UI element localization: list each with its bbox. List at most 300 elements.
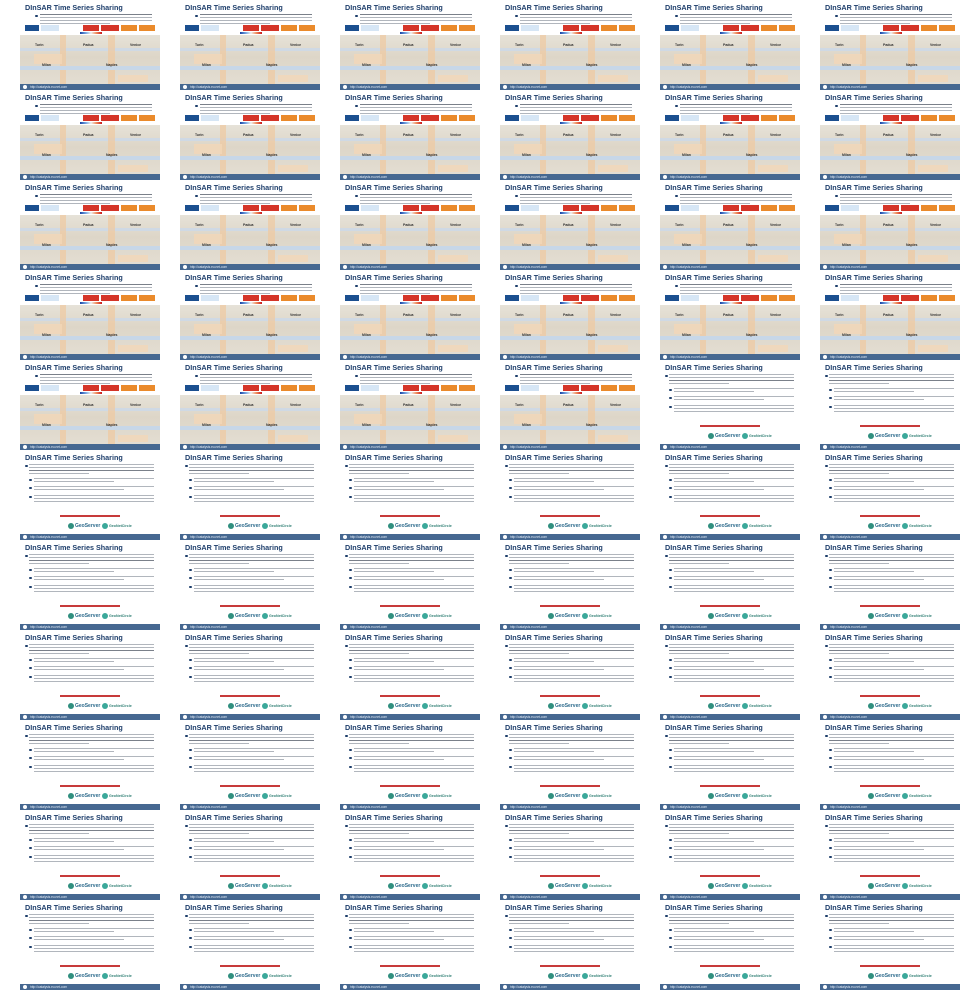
footer-url: http://catalysis.eu.net-com [190, 355, 228, 359]
slide-title: DInSAR Time Series Sharing [185, 183, 283, 192]
viewer-link[interactable] [540, 875, 600, 877]
link-strip[interactable] [345, 295, 475, 301]
footer-logo-icon [663, 175, 667, 179]
footer-logo-icon [663, 85, 667, 89]
viewer-link[interactable] [540, 965, 600, 967]
slide-title: DInSAR Time Series Sharing [25, 363, 123, 372]
geoserver-logo-icon [68, 613, 74, 619]
slide-thumbnail-map[interactable] [660, 91, 800, 180]
velocity-colorbar [560, 392, 582, 394]
slide-thumbnail-text[interactable] [660, 811, 800, 900]
slide-footer-bar [180, 84, 320, 90]
slide-title: DInSAR Time Series Sharing [185, 363, 283, 372]
map-label: Venice [130, 223, 142, 227]
geonetcircle-logo-text: GeoNetCircle [589, 793, 612, 798]
footer-logo-icon [663, 715, 667, 719]
map-label: Turin [355, 403, 364, 407]
slide-thumbnail-text[interactable] [500, 541, 640, 630]
deformation-map [20, 35, 160, 84]
viewer-link[interactable] [700, 785, 760, 787]
slide-thumbnail-map[interactable] [500, 361, 640, 450]
slide-thumbnail-map[interactable] [180, 91, 320, 180]
deformation-map [500, 395, 640, 444]
geonetcircle-logo-text: GeoNetCircle [909, 613, 932, 618]
link-strip[interactable] [825, 25, 955, 31]
viewer-link[interactable] [700, 695, 760, 697]
footer-url: http://catalysis.eu.net-com [510, 355, 548, 359]
slide-title: DInSAR Time Series Sharing [345, 183, 443, 192]
slide-title: DInSAR Time Series Sharing [25, 813, 123, 822]
geoserver-logo-icon [868, 703, 874, 709]
link-strip[interactable] [25, 25, 155, 31]
viewer-link[interactable] [380, 965, 440, 967]
slide-footer-bar [820, 804, 960, 810]
geoserver-logo-icon [388, 523, 394, 529]
slide-thumbnail-map[interactable] [820, 1, 960, 90]
slide-thumbnail-text[interactable] [820, 721, 960, 810]
map-label: Milan [42, 153, 51, 157]
slide-thumbnail-map[interactable] [340, 271, 480, 360]
slide-title: DInSAR Time Series Sharing [345, 363, 443, 372]
map-label: Naples [426, 333, 438, 337]
slide-title: DInSAR Time Series Sharing [185, 273, 283, 282]
map-label: Padua [403, 403, 414, 407]
slide-thumbnail-text[interactable] [340, 811, 480, 900]
link-strip[interactable] [25, 115, 155, 121]
slide-title: DInSAR Time Series Sharing [505, 93, 603, 102]
velocity-colorbar [880, 212, 902, 214]
map-label: Venice [450, 43, 462, 47]
slide-thumbnail-text[interactable] [660, 631, 800, 720]
map-label: Turin [515, 133, 524, 137]
slide-footer-bar [20, 174, 160, 180]
velocity-colorbar [80, 122, 102, 124]
geonetcircle-logo-text: GeoNetCircle [909, 793, 932, 798]
slide-thumbnail-text[interactable] [340, 721, 480, 810]
deformation-map [180, 395, 320, 444]
map-label: Venice [930, 313, 942, 317]
slide-thumbnail-text[interactable] [20, 811, 160, 900]
footer-url: http://catalysis.eu.net-com [670, 625, 708, 629]
link-strip[interactable] [665, 295, 795, 301]
map-label: Turin [35, 133, 44, 137]
geoserver-logo-icon [228, 703, 234, 709]
map-label: Padua [243, 43, 254, 47]
map-label: Turin [35, 43, 44, 47]
footer-url: http://catalysis.eu.net-com [30, 355, 68, 359]
geonetcircle-logo-icon [582, 883, 588, 889]
slide-footer-bar [660, 714, 800, 720]
slide-thumbnail-map[interactable] [820, 181, 960, 270]
slide-footer-bar [340, 804, 480, 810]
geonetcircle-logo-text: GeoNetCircle [269, 613, 292, 618]
footer-url: http://catalysis.eu.net-com [190, 985, 228, 989]
map-label: Turin [35, 313, 44, 317]
slide-footer-bar [340, 624, 480, 630]
slide-footer-bar [180, 264, 320, 270]
slide-thumbnail-text[interactable] [660, 541, 800, 630]
geoserver-logo-icon [68, 973, 74, 979]
slide-thumbnail-map[interactable] [20, 181, 160, 270]
link-strip[interactable] [25, 205, 155, 211]
viewer-link[interactable] [540, 515, 600, 517]
link-strip[interactable] [665, 115, 795, 121]
geonetcircle-logo-text: GeoNetCircle [429, 883, 452, 888]
map-label: Padua [723, 43, 734, 47]
slide-thumbnail-map[interactable] [20, 271, 160, 360]
geoserver-logo-text: GeoServer [715, 882, 741, 889]
geoserver-logo-text: GeoServer [395, 882, 421, 889]
viewer-link[interactable] [700, 605, 760, 607]
slide-thumbnail-text[interactable] [20, 541, 160, 630]
viewer-link[interactable] [700, 425, 760, 427]
viewer-link[interactable] [60, 515, 120, 517]
slide-title: DInSAR Time Series Sharing [185, 903, 283, 912]
slide-thumbnail-text[interactable] [340, 901, 480, 990]
velocity-colorbar [80, 392, 102, 394]
geoserver-logo-text: GeoServer [715, 612, 741, 619]
slide-title: DInSAR Time Series Sharing [505, 723, 603, 732]
slide-thumbnail-map[interactable] [340, 1, 480, 90]
slide-title: DInSAR Time Series Sharing [345, 903, 443, 912]
footer-url: http://catalysis.eu.net-com [30, 805, 68, 809]
geoserver-logo-text: GeoServer [715, 522, 741, 529]
map-label: Padua [83, 313, 94, 317]
viewer-link[interactable] [860, 425, 920, 427]
footer-url: http://catalysis.eu.net-com [830, 265, 868, 269]
velocity-colorbar [720, 122, 742, 124]
viewer-link[interactable] [540, 605, 600, 607]
viewer-link[interactable] [380, 875, 440, 877]
footer-url: http://catalysis.eu.net-com [190, 715, 228, 719]
slide-thumbnail-map[interactable] [660, 181, 800, 270]
viewer-link[interactable] [220, 515, 280, 517]
link-strip[interactable] [345, 205, 475, 211]
slide-thumbnail-text[interactable] [20, 631, 160, 720]
slide-thumbnail-text[interactable] [660, 721, 800, 810]
geoserver-logo-text: GeoServer [75, 522, 101, 529]
footer-logo-icon [183, 535, 187, 539]
geoserver-logo-text: GeoServer [715, 972, 741, 979]
slide-title: DInSAR Time Series Sharing [185, 723, 283, 732]
slide-thumbnail-text[interactable] [180, 811, 320, 900]
slide-thumbnail-text[interactable] [340, 451, 480, 540]
geoserver-logo-text: GeoServer [555, 792, 581, 799]
slide-thumbnail-text[interactable] [20, 901, 160, 990]
geonetcircle-logo-icon [742, 883, 748, 889]
link-strip[interactable] [505, 385, 635, 391]
link-strip[interactable] [25, 295, 155, 301]
slide-title: DInSAR Time Series Sharing [825, 183, 923, 192]
viewer-link[interactable] [60, 875, 120, 877]
slide-footer-bar [820, 714, 960, 720]
geoserver-logo-text: GeoServer [235, 792, 261, 799]
footer-logo-icon [343, 355, 347, 359]
footer-logo-icon [183, 355, 187, 359]
viewer-link[interactable] [700, 965, 760, 967]
slide-thumbnail-map[interactable] [820, 271, 960, 360]
viewer-link[interactable] [60, 605, 120, 607]
viewer-link[interactable] [380, 605, 440, 607]
geoserver-logo-text: GeoServer [395, 702, 421, 709]
viewer-link[interactable] [860, 695, 920, 697]
slide-title: DInSAR Time Series Sharing [25, 633, 123, 642]
slide-thumbnail-map[interactable] [20, 361, 160, 450]
map-label: Naples [746, 153, 758, 157]
slide-footer-bar [20, 84, 160, 90]
slide-thumbnail-text[interactable] [340, 541, 480, 630]
viewer-link[interactable] [220, 875, 280, 877]
slide-footer-bar [340, 714, 480, 720]
slide-footer-bar [500, 804, 640, 810]
footer-url: http://catalysis.eu.net-com [350, 715, 388, 719]
viewer-link[interactable] [860, 965, 920, 967]
geonetcircle-logo-text: GeoNetCircle [269, 973, 292, 978]
viewer-link[interactable] [860, 605, 920, 607]
slide-thumbnail-text[interactable] [180, 901, 320, 990]
slide-footer-bar [660, 354, 800, 360]
map-label: Milan [362, 423, 371, 427]
slide-thumbnail-text[interactable] [180, 451, 320, 540]
deformation-map [180, 305, 320, 354]
footer-url: http://catalysis.eu.net-com [670, 445, 708, 449]
slide-thumbnail-map[interactable] [500, 1, 640, 90]
geoserver-logo-text: GeoServer [555, 612, 581, 619]
slide-thumbnail-text[interactable] [500, 721, 640, 810]
slide-thumbnail-map[interactable] [660, 271, 800, 360]
footer-url: http://catalysis.eu.net-com [670, 535, 708, 539]
velocity-colorbar [560, 32, 582, 34]
link-strip[interactable] [505, 205, 635, 211]
geoserver-logo-text: GeoServer [395, 792, 421, 799]
footer-logo-icon [823, 265, 827, 269]
footer-logo-icon [23, 715, 27, 719]
geoserver-logo-text: GeoServer [395, 972, 421, 979]
slide-thumbnail-map[interactable] [20, 1, 160, 90]
slide-thumbnail-map[interactable] [20, 91, 160, 180]
footer-url: http://catalysis.eu.net-com [510, 535, 548, 539]
link-strip[interactable] [345, 115, 475, 121]
deformation-map [180, 215, 320, 264]
link-strip[interactable] [505, 295, 635, 301]
footer-logo-icon [503, 625, 507, 629]
link-strip[interactable] [185, 115, 315, 121]
map-label: Naples [586, 63, 598, 67]
map-label: Turin [675, 223, 684, 227]
slide-thumbnail-text[interactable] [500, 451, 640, 540]
map-label: Padua [403, 223, 414, 227]
geonetcircle-logo-icon [422, 973, 428, 979]
slide-thumbnail-text[interactable] [820, 631, 960, 720]
map-label: Padua [403, 313, 414, 317]
slide-thumbnail-text[interactable] [20, 721, 160, 810]
slide-thumbnail-map[interactable] [340, 91, 480, 180]
slide-thumbnail-text[interactable] [180, 631, 320, 720]
footer-logo-icon [663, 355, 667, 359]
map-label: Naples [906, 63, 918, 67]
slide-thumbnail-text[interactable] [180, 721, 320, 810]
geonetcircle-logo-icon [102, 523, 108, 529]
slide-footer-bar [660, 534, 800, 540]
map-label: Padua [883, 43, 894, 47]
link-strip[interactable] [665, 205, 795, 211]
slide-footer-bar [340, 264, 480, 270]
slide-footer-bar [660, 624, 800, 630]
map-label: Padua [883, 223, 894, 227]
slide-thumbnail-text[interactable] [820, 541, 960, 630]
map-label: Naples [266, 243, 278, 247]
slide-thumbnail-text[interactable] [180, 541, 320, 630]
velocity-colorbar [880, 122, 902, 124]
slide-footer-bar [20, 984, 160, 990]
footer-url: http://catalysis.eu.net-com [830, 985, 868, 989]
footer-url: http://catalysis.eu.net-com [830, 715, 868, 719]
slide-thumbnail-text[interactable] [500, 811, 640, 900]
link-strip[interactable] [825, 205, 955, 211]
viewer-link[interactable] [220, 965, 280, 967]
viewer-link[interactable] [860, 515, 920, 517]
map-label: Turin [675, 133, 684, 137]
slide-thumbnail-map[interactable] [180, 271, 320, 360]
footer-logo-icon [503, 985, 507, 989]
slide-thumbnail-text[interactable] [660, 451, 800, 540]
footer-logo-icon [343, 625, 347, 629]
slide-thumbnail-map[interactable] [180, 181, 320, 270]
geonetcircle-logo-text: GeoNetCircle [749, 703, 772, 708]
map-label: Venice [290, 403, 302, 407]
footer-url: http://catalysis.eu.net-com [510, 715, 548, 719]
link-strip[interactable] [505, 25, 635, 31]
footer-logo-icon [663, 805, 667, 809]
viewer-link[interactable] [60, 695, 120, 697]
footer-url: http://catalysis.eu.net-com [670, 805, 708, 809]
link-strip[interactable] [345, 25, 475, 31]
geonetcircle-logo-text: GeoNetCircle [429, 523, 452, 528]
viewer-link[interactable] [380, 785, 440, 787]
footer-logo-icon [343, 715, 347, 719]
map-label: Turin [675, 43, 684, 47]
geoserver-logo-text: GeoServer [75, 792, 101, 799]
link-strip[interactable] [345, 385, 475, 391]
slide-thumbnail-text[interactable] [820, 811, 960, 900]
slide-thumbnail-text[interactable] [820, 361, 960, 450]
map-label: Naples [106, 243, 118, 247]
slide-footer-bar [820, 894, 960, 900]
slide-thumbnail-text[interactable] [500, 901, 640, 990]
slide-thumbnail-text[interactable] [340, 631, 480, 720]
velocity-colorbar [240, 302, 262, 304]
slide-thumbnail-map[interactable] [180, 361, 320, 450]
slide-thumbnail-map[interactable] [500, 271, 640, 360]
velocity-colorbar [240, 392, 262, 394]
viewer-link[interactable] [60, 965, 120, 967]
viewer-link[interactable] [380, 515, 440, 517]
link-strip[interactable] [505, 115, 635, 121]
slide-title: DInSAR Time Series Sharing [665, 633, 763, 642]
viewer-link[interactable] [220, 695, 280, 697]
viewer-link[interactable] [700, 875, 760, 877]
slide-thumbnail-text[interactable] [20, 451, 160, 540]
map-label: Milan [362, 153, 371, 157]
geoserver-logo-icon [548, 883, 554, 889]
link-strip[interactable] [185, 25, 315, 31]
viewer-link[interactable] [220, 785, 280, 787]
slide-thumbnail-map[interactable] [180, 1, 320, 90]
footer-url: http://catalysis.eu.net-com [350, 895, 388, 899]
viewer-link[interactable] [220, 605, 280, 607]
geoserver-logo-icon [68, 793, 74, 799]
link-strip[interactable] [825, 295, 955, 301]
geoserver-logo-icon [228, 793, 234, 799]
slide-footer-bar [20, 714, 160, 720]
viewer-link[interactable] [860, 785, 920, 787]
link-strip[interactable] [185, 295, 315, 301]
footer-logo-icon [663, 625, 667, 629]
map-label: Venice [770, 223, 782, 227]
geonetcircle-logo-text: GeoNetCircle [909, 433, 932, 438]
link-strip[interactable] [825, 115, 955, 121]
slide-title: DInSAR Time Series Sharing [825, 813, 923, 822]
map-label: Naples [746, 243, 758, 247]
slide-thumbnail-map[interactable] [500, 181, 640, 270]
map-label: Turin [515, 43, 524, 47]
slide-footer-bar [180, 714, 320, 720]
viewer-link[interactable] [380, 695, 440, 697]
velocity-colorbar [240, 32, 262, 34]
map-label: Turin [35, 223, 44, 227]
slide-footer-bar [340, 984, 480, 990]
link-strip[interactable] [185, 205, 315, 211]
slide-thumbnail-map[interactable] [820, 91, 960, 180]
slide-title: DInSAR Time Series Sharing [345, 633, 443, 642]
map-label: Milan [682, 333, 691, 337]
map-label: Venice [130, 313, 142, 317]
viewer-link[interactable] [860, 875, 920, 877]
geonetcircle-logo-text: GeoNetCircle [429, 973, 452, 978]
slide-thumbnail-map[interactable] [340, 181, 480, 270]
deformation-map [20, 125, 160, 174]
viewer-link[interactable] [540, 785, 600, 787]
geonetcircle-logo-text: GeoNetCircle [109, 793, 132, 798]
slide-title: DInSAR Time Series Sharing [505, 453, 603, 462]
slide-thumbnail-text[interactable] [660, 901, 800, 990]
slide-thumbnail-text[interactable] [660, 361, 800, 450]
footer-logo-icon [503, 175, 507, 179]
slide-thumbnail-map[interactable] [340, 361, 480, 450]
slide-title: DInSAR Time Series Sharing [345, 93, 443, 102]
slide-thumbnail-map[interactable] [500, 91, 640, 180]
slide-title: DInSAR Time Series Sharing [345, 543, 443, 552]
geoserver-logo-text: GeoServer [875, 432, 901, 439]
geonetcircle-logo-icon [102, 793, 108, 799]
map-label: Padua [83, 403, 94, 407]
slide-thumbnail-text[interactable] [820, 451, 960, 540]
slide-thumbnail-text[interactable] [500, 631, 640, 720]
slide-thumbnail-text[interactable] [820, 901, 960, 990]
slide-thumbnail-map[interactable] [660, 1, 800, 90]
geonetcircle-logo-text: GeoNetCircle [909, 523, 932, 528]
geonetcircle-logo-text: GeoNetCircle [269, 793, 292, 798]
viewer-link[interactable] [540, 695, 600, 697]
geonetcircle-logo-icon [902, 523, 908, 529]
link-strip[interactable] [25, 385, 155, 391]
viewer-link[interactable] [700, 515, 760, 517]
slide-footer-bar [20, 534, 160, 540]
viewer-link[interactable] [60, 785, 120, 787]
geonetcircle-logo-icon [582, 613, 588, 619]
link-strip[interactable] [665, 25, 795, 31]
link-strip[interactable] [185, 385, 315, 391]
